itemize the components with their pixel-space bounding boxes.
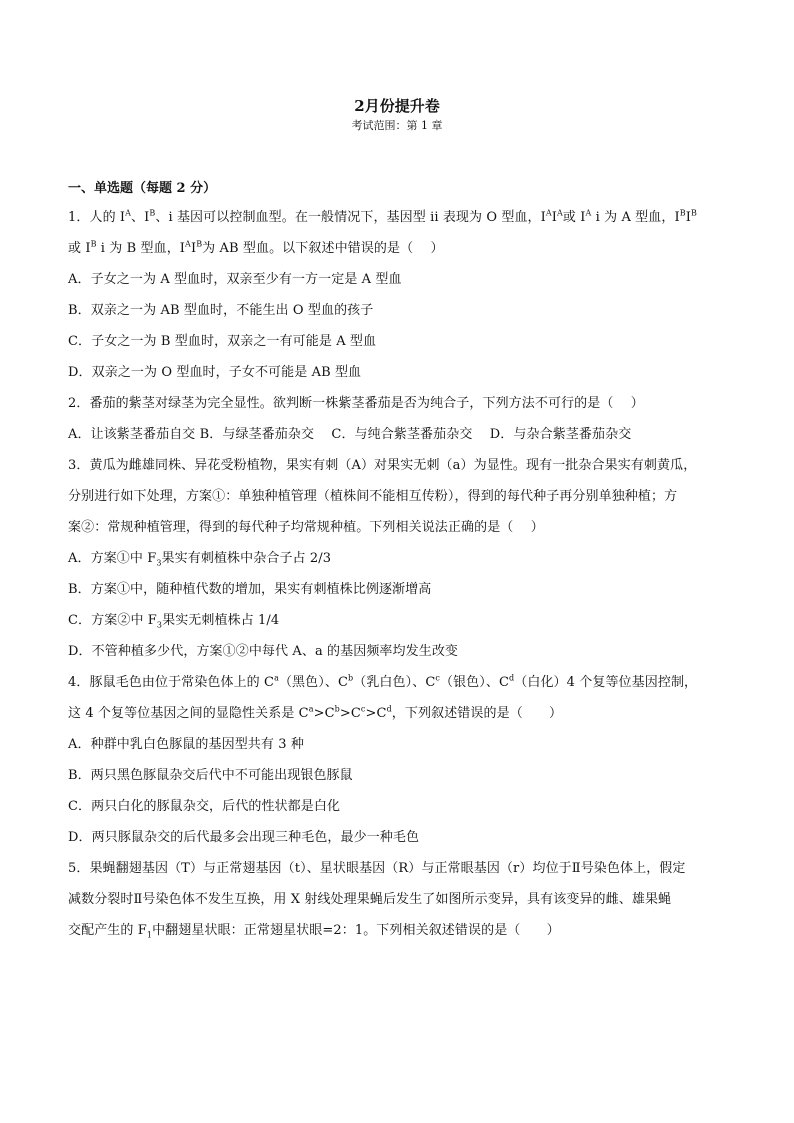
question-4-option-b: B．两只黑色豚鼠杂交后代中不可能出现银色豚鼠 [68, 768, 353, 783]
question-4-option-a: A．种群中乳白色豚鼠的基因型共有 3 种 [68, 737, 304, 752]
question-3-stem-line-1: 3．黄瓜为雌雄同株、异花受粉植物，果实有刺（A）对果实无刺（a）为显性。现有一批杂合果实有刺黄瓜， [68, 458, 697, 473]
question-1-option-d: D．双亲之一为 O 型血时，子女不可能是 AB 型血 [68, 365, 362, 380]
exam-scope: 考试范围：第 1 章 [351, 119, 443, 132]
question-3-option-c: C．方案②中 $F_3$果实无刺植株占 1/4 [68, 613, 280, 630]
question-5-stem-line-2: 减数分裂时Ⅱ号染色体不发生互换，用 X 射线处理果蝇后发生了如图所示变异，具有该变异的雌、雄果蝇 [68, 892, 672, 907]
question-3-stem-line-3: 案②：常规种植管理，得到的每代种子均常规种植。下列相关说法正确的是（ ） [68, 520, 544, 535]
question-4-stem-line-2: 这 4 个复等位基因之间的显隐性关系是 $C^a>C^b>C^c>C^d$，下列叙述错误的是（ ） [68, 704, 563, 721]
exam-header [0, 96, 794, 134]
question-3-option-a: A．方案①中 $F_3$果实有刺植株中杂合子占 2/3 [68, 551, 332, 568]
question-2-stem: 2．番茄的紫茎对绿茎为完全显性。欲判断一株紫茎番茄是否为纯合子，下列方法不可行的是（ ） [68, 396, 644, 411]
question-1-option-c: C．子女之一为 B 型血时，双亲之一有可能是 A 型血 [68, 334, 377, 349]
exam-title: 2月份提升卷 [354, 97, 440, 115]
question-3-option-d: D．不管种植多少代，方案①②中每代 A、a 的基因频率均发生改变 [68, 644, 459, 659]
question-5-stem-line-3: 交配产生的 $F_1$中翻翅星状眼：正常翅星状眼=2：1。下列相关叙述错误的是（ ） [68, 923, 560, 940]
question-5-stem-line-1: 5．果蝇翻翅基因（T）与正常翅基因（t）、星状眼基因（R）与正常眼基因（r）均位于Ⅱ号染色体上，假定 [68, 861, 686, 876]
question-1-stem-line-1: 1．人的 $I^A$、$I^B$、i 基因可以控制血型。在一般情况下，基因型 ii 表现为 O 型血，$I^AI^A$或 $I^A$ i 为 A 型血，$I^BI^B$ [68, 208, 697, 225]
section-title: 一、单选题（每题 2 分） [68, 181, 217, 196]
question-1-option-a: A．子女之一为 A 型血时，双亲至少有一方一定是 A 型血 [68, 272, 402, 287]
question-4-option-d: D．两只豚鼠杂交的后代最多会出现三种毛色，最少一种毛色 [68, 830, 420, 845]
question-2-options: A．让该紫茎番茄自交 B．与绿茎番茄杂交 C．与纯合紫茎番茄杂交 D．与杂合紫茎番茄杂交 [68, 427, 632, 442]
question-1-stem-line-2: 或 $I^B$ i 为 B 型血，$I^AI^B$为 AB 型血。以下叙述中错误的是（ ） [68, 239, 444, 256]
question-4-stem-line-1: 4．豚鼠毛色由位于常染色体上的 $C^a$（黑色）、$C^b$（乳白色）、$C^c$（银色）、$C^d$（白化）4 个复等位基因控制， [68, 673, 698, 690]
question-4-option-c: C．两只白化的豚鼠杂交，后代的性状都是白化 [68, 799, 341, 814]
question-1-option-b: B．双亲之一为 AB 型血时，不能生出 O 型血的孩子 [68, 303, 374, 318]
question-3-option-b: B．方案①中，随种植代数的增加，果实有刺植株比例逐渐增高 [68, 582, 432, 597]
exam-content [68, 178, 730, 946]
question-3-stem-line-2: 分别进行如下处理，方案①：单独种植管理（植株间不能相互传粉），得到的每代种子再分别单独种植；方 [68, 489, 678, 504]
